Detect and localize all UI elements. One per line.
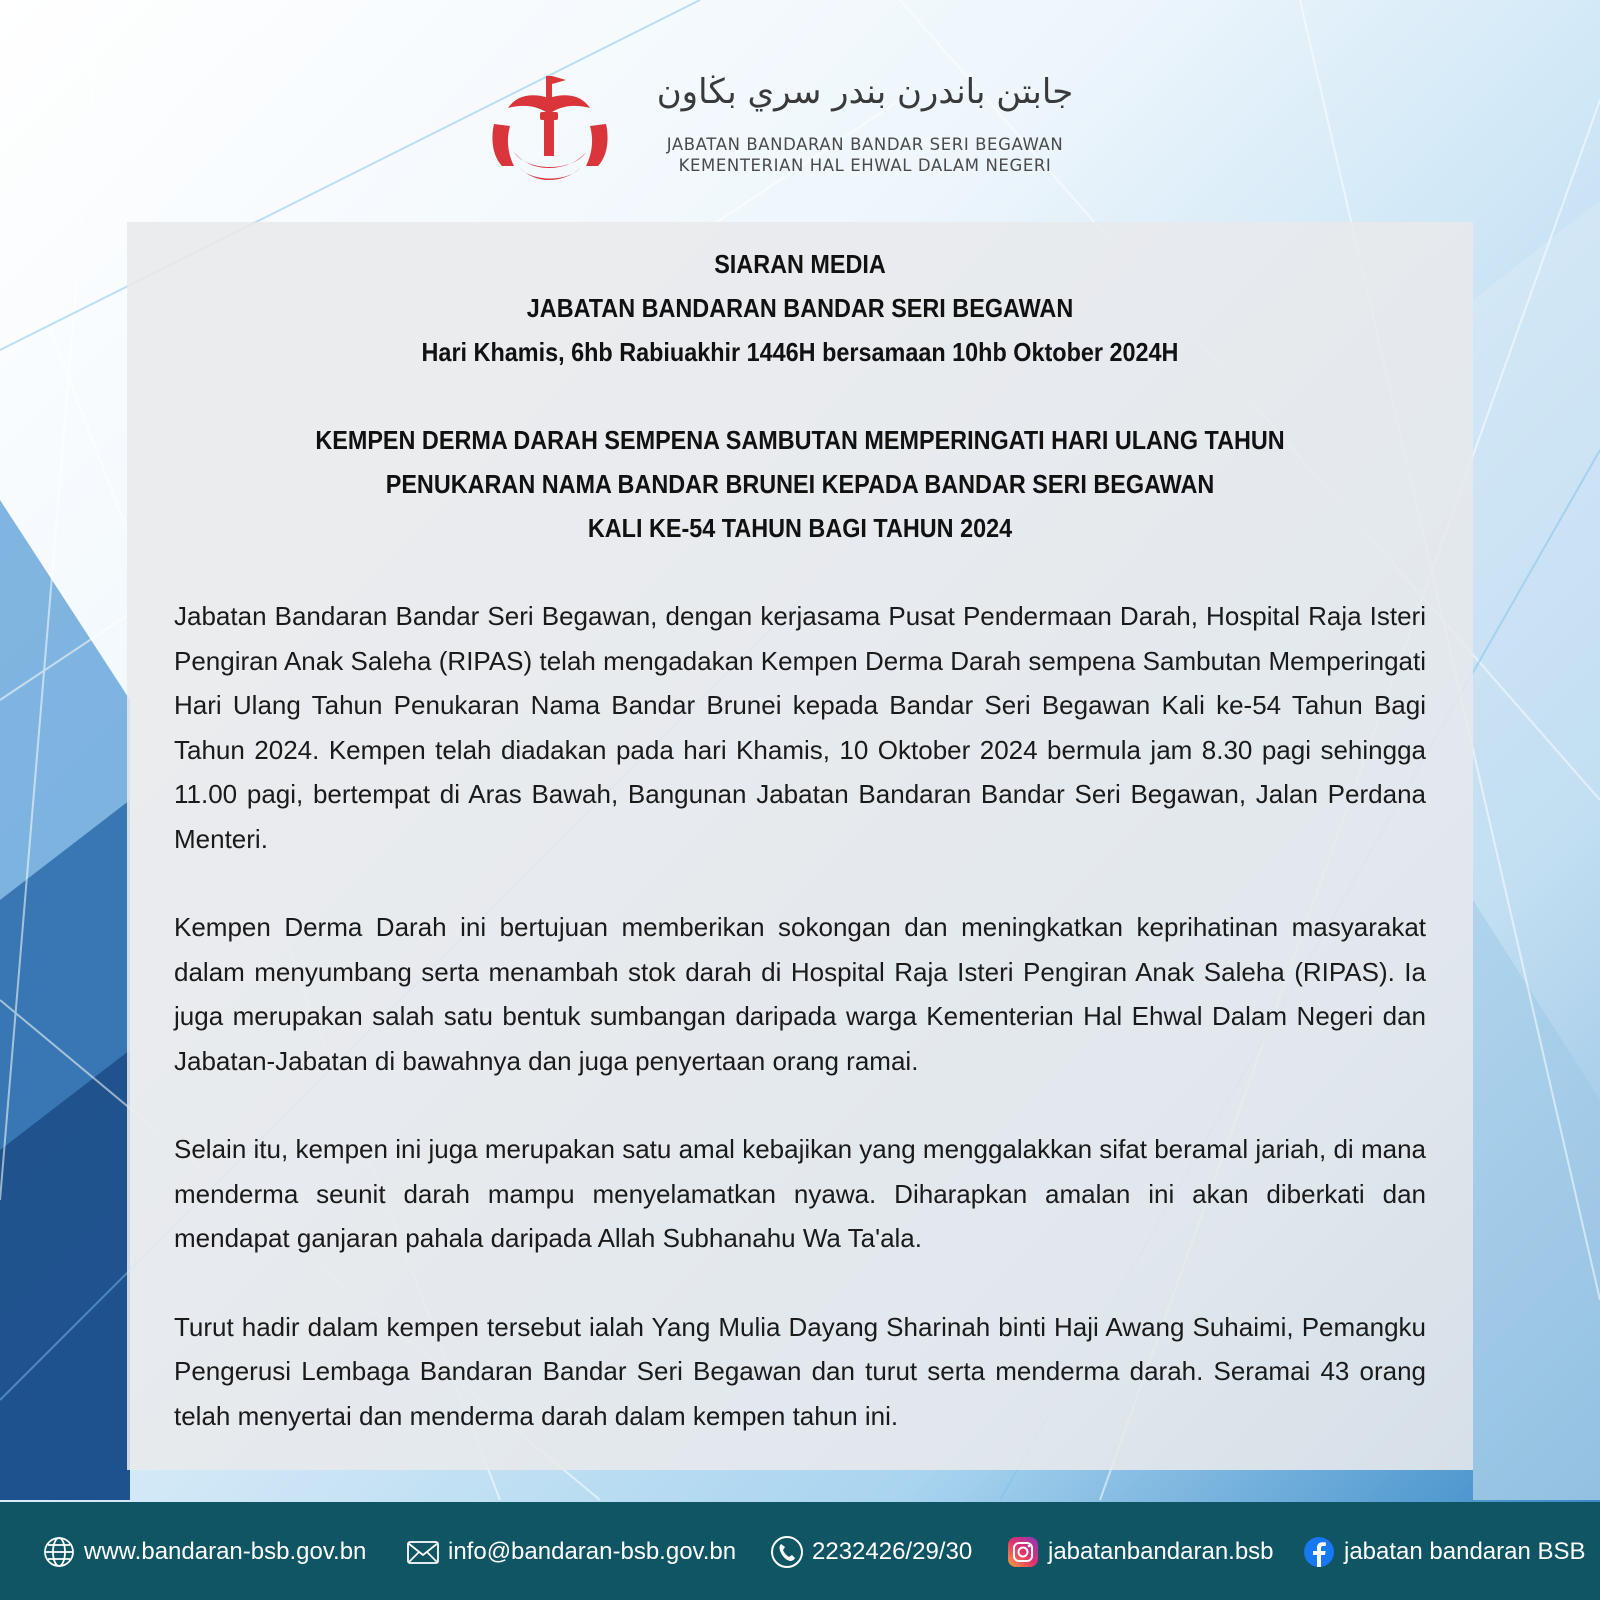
agency-header (480, 64, 1120, 194)
globe-icon (42, 1535, 76, 1569)
instagram-link[interactable] (1006, 1534, 1274, 1570)
phone-icon (770, 1535, 804, 1569)
phone-link[interactable] (770, 1534, 972, 1570)
body-paragraph-1: Jabatan Bandaran Bandar Seri Begawan, dengan kerjasama Pusat Pendermaan Darah, Hospital Raja Isteri Pengiran Anak Saleha (RIPAS) telah mengadakan Kempen Derma Darah sempena Sambutan Memperingati Hari Ulang Tahun Penukaran Nama Bandar Brunei kepada Bandar Seri Begawan Kali ke-54 Tahun Bagi Tahun 2024. Kempen telah diadakan pada hari Khamis, 10 Oktober 2024 bermula jam 8.30 pagi sehingga 11.00 pagi, bertempat di Aras Bawah, Bangunan Jabatan Bandaran Bandar Seri Begawan, Jalan Perdana Menteri. (174, 601, 1426, 854)
envelope-icon (406, 1535, 440, 1569)
facebook-link[interactable] (1302, 1534, 1586, 1570)
website-text: www.bandaran-bsb.gov.bn (84, 1538, 367, 1565)
ministry-name: KEMENTERIAN HAL EHWAL DALAM NEGERI (678, 156, 1052, 175)
body-paragraph-3: Selain itu, kempen ini juga merupakan satu amal kebajikan yang menggalakkan sifat beramal jariah, di mana menderma seunit darah mampu menyelamatkan nyawa. Diharapkan amalan ini akan diberkati dan mendapat ganjaran pahala daripada Allah Subhanahu Wa Ta'ala. (174, 1134, 1426, 1253)
release-label: SIARAN MEDIA (714, 249, 886, 279)
instagram-icon (1006, 1535, 1040, 1569)
facebook-icon (1302, 1535, 1336, 1569)
agency-name-jawi: جابتن باندرن بندر سري بڬاون (656, 72, 1074, 112)
release-title-line-1: KEMPEN DERMA DARAH SEMPENA SAMBUTAN MEMPERINGATI HARI ULANG TAHUN (315, 425, 1285, 455)
release-title-line-3: KALI KE-54 TAHUN BAGI TAHUN 2024 (587, 513, 1013, 543)
body-paragraph-4: Turut hadir dalam kempen tersebut ialah Yang Mulia Dayang Sharinah binti Haji Awang Suhaimi, Pemangku Pengerusi Lembaga Bandaran Bandar Seri Begawan dan turut serta menderma darah. Seramai 43 orang telah menyertai dan menderma darah dalam kempen tahun ini. (174, 1311, 1426, 1431)
website-link[interactable] (42, 1534, 366, 1570)
agency-name: JABATAN BANDARAN BANDAR SERI BEGAWAN (666, 135, 1064, 154)
brunei-crest-icon (480, 68, 620, 188)
contact-footer (0, 1502, 1600, 1600)
instagram-text: jabatanbandaran.bsb (1048, 1538, 1274, 1565)
facebook-text: jabatan bandaran BSB (1344, 1538, 1586, 1565)
release-department: JABATAN BANDARAN BANDAR SERI BEGAWAN (526, 293, 1074, 323)
press-release (174, 242, 1426, 1438)
email-link[interactable] (406, 1534, 736, 1570)
phone-text: 2232426/29/30 (812, 1538, 973, 1565)
email-text: info@bandaran-bsb.gov.bn (448, 1538, 737, 1565)
release-title-line-2: PENUKARAN NAMA BANDAR BRUNEI KEPADA BANDAR SERI BEGAWAN (385, 469, 1215, 499)
release-date: Hari Khamis, 6hb Rabiuakhir 1446H bersamaan 10hb Oktober 2024H (421, 337, 1179, 367)
body-paragraph-2: Kempen Derma Darah ini bertujuan memberikan sokongan dan meningkatkan keprihatinan masyarakat dalam menyumbang serta menambah stok darah di Hospital Raja Isteri Pengiran Anak Saleha (RIPAS). Ia juga merupakan salah satu bentuk sumbangan daripada warga Kementerian Hal Ehwal Dalam Negeri dan Jabatan-Jabatan di bawahnya dan juga penyertaan orang ramai. (174, 912, 1426, 1076)
